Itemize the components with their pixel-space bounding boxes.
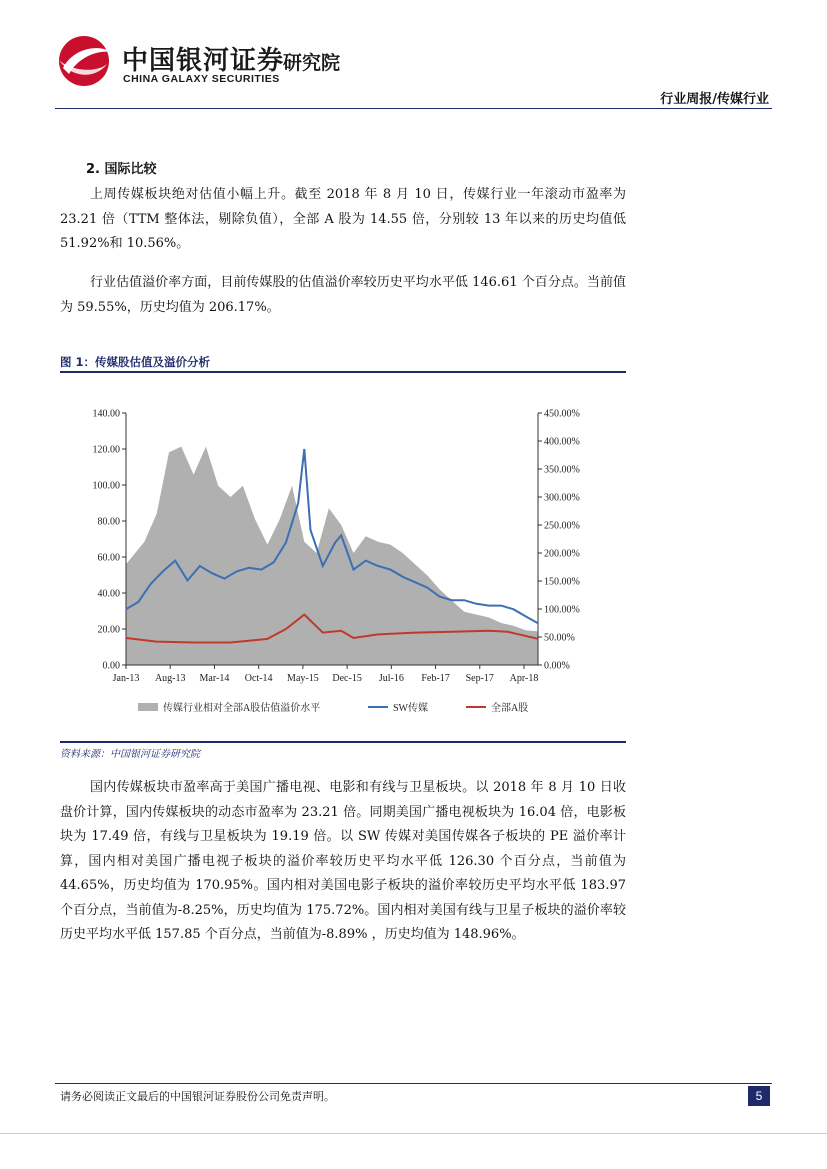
disclaimer-note: 请务必阅读正文最后的中国银河证券股份公司免责声明。 <box>60 1090 335 1103</box>
x-tick-label: Apr-18 <box>509 673 539 684</box>
institute-label: 研究院 <box>283 52 341 74</box>
left-tick-label: 140.00 <box>92 408 120 420</box>
x-tick-label: Oct-14 <box>244 673 273 684</box>
figure-title: 图 1：传媒股估值及溢价分析 <box>60 355 211 369</box>
right-tick-label: 100.00% <box>544 604 580 616</box>
report-type: 行业周报/传媒行业 <box>660 92 769 107</box>
valuation-chart <box>78 395 608 725</box>
x-tick-label: Mar-14 <box>199 673 230 684</box>
left-tick-label: 60.00 <box>97 552 120 564</box>
left-tick-label: 20.00 <box>97 624 120 636</box>
right-tick-label: 350.00% <box>544 464 580 476</box>
figure-top-rule <box>60 371 626 373</box>
chart-legend <box>138 701 528 714</box>
x-tick-label: Jul-16 <box>378 673 404 684</box>
footer-divider <box>55 1083 772 1084</box>
x-tick-label: Dec-15 <box>332 673 362 684</box>
brand-name-cn: 中国银河证券 <box>122 46 285 76</box>
header-divider <box>55 108 772 109</box>
paragraph-international: 国内传媒板块市盈率高于美国广播电视、电影和有线与卫星板块。以 2018 年 8 月 10 日收盘价计算，国内传媒板块的动态市盈率为 23.21 倍。同期美国广播电视板块为 16.04 倍，电影板块为 17.49 倍，有线与卫星板块为 19.19 倍。以 SW 传媒对美国传媒各子板块的 PE 溢价率计算，国内相对美国广播电视子板块的溢价率较历史平均水平低 126.30 个百分点，当前值为 44.65%，历史均值为 170.95%。国内相对美国电影子板块的溢价率较历史平均水平低 183.97 个百分点，当前值为-8.25%，历史均值为 175.72%。国内相对美国有线与卫星子板块的溢价率较历史平均水平低 157.85 个百分点，当前值为-8.89% ，历史均值为 148.96%。 <box>60 780 626 942</box>
x-tick-label: Aug-13 <box>154 673 186 684</box>
right-tick-label: 150.00% <box>544 576 580 588</box>
legend-swatch-area <box>138 703 158 711</box>
galaxy-logo-icon <box>55 34 113 88</box>
left-tick-label: 120.00 <box>92 444 120 456</box>
x-tick-label: May-15 <box>287 673 319 684</box>
x-tick-label: Sep-17 <box>465 673 494 684</box>
legend-label: 全部A股 <box>491 703 529 714</box>
left-tick-label: 80.00 <box>97 516 120 528</box>
figure-source: 资料来源：中国银河证券研究院 <box>60 749 200 760</box>
x-tick-label: Jan-13 <box>112 673 140 684</box>
right-tick-label: 50.00% <box>544 632 575 644</box>
company-logo <box>55 34 355 92</box>
left-tick-label: 40.00 <box>97 588 120 600</box>
right-tick-label: 300.00% <box>544 492 580 504</box>
paragraph-valuation: 上周传媒板块绝对估值小幅上升。截至 2018 年 8 月 10 日，传媒行业一年滚动市盈率为 23.21 倍（TTM 整体法，剔除负值），全部 A 股为 14.55 倍，分别较 13 年以来的历史均值低 51.92%和 10.56%。 <box>60 187 626 251</box>
right-tick-label: 450.00% <box>544 408 580 420</box>
brand-name-en: CHINA GALAXY SECURITIES <box>123 73 280 85</box>
right-tick-label: 400.00% <box>544 436 580 448</box>
paragraph-premium: 行业估值溢价率方面，目前传媒股的估值溢价率较历史平均水平低 146.61 个百分点。当前值为 59.55%，历史均值为 206.17%。 <box>60 275 626 315</box>
right-tick-label: 250.00% <box>544 520 580 532</box>
left-tick-label: 100.00 <box>92 480 120 492</box>
right-tick-label: 200.00% <box>544 548 580 560</box>
section-title: 2. 国际比较 <box>86 162 157 177</box>
left-tick-label: 0.00 <box>102 660 120 672</box>
page-bottom-rule <box>0 1133 827 1134</box>
page-number: 5 <box>748 1086 770 1106</box>
right-tick-label: 0.00% <box>544 660 570 672</box>
x-tick-label: Feb-17 <box>421 673 450 684</box>
legend-label: 传媒行业相对全部A股估值溢价水平 <box>163 703 321 714</box>
legend-label: SW传媒 <box>393 703 428 714</box>
figure-bottom-rule <box>60 741 626 743</box>
